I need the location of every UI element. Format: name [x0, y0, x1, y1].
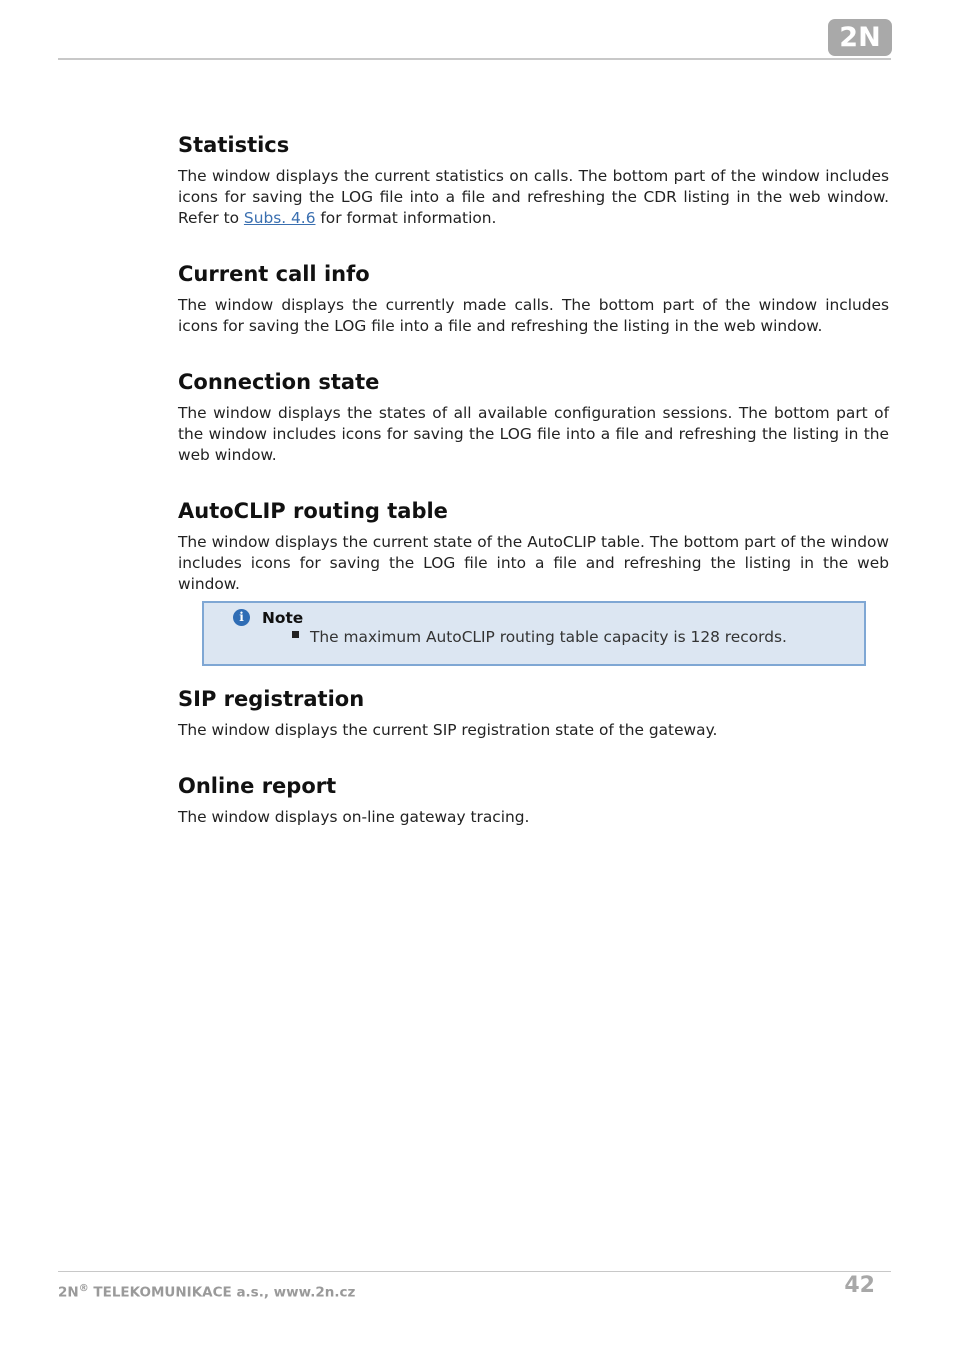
section-autoclip-routing-table [178, 496, 889, 595]
section-title: Online report [178, 774, 337, 798]
section-text: The window displays the states of all available configuration sessions. The bottom part of the window includes icons for saving the LOG file into a file and refreshing the listing in the web window. [178, 404, 889, 464]
page-number: 42 [844, 1273, 875, 1298]
bullet-icon [292, 631, 299, 638]
section-title: Current call info [178, 262, 370, 286]
section-text: The window displays the currently made calls. The bottom part of the window includes icons for saving the LOG file into a file and refreshing the listing in the web window. [178, 296, 889, 335]
note-item: The maximum AutoCLIP routing table capacity is 128 records. [310, 628, 787, 646]
section-text: The window displays the current SIP registration state of the gateway. [178, 721, 718, 739]
section-text [178, 166, 889, 229]
section-sip-registration [178, 684, 889, 741]
info-icon: i [233, 609, 250, 626]
main-content-top [178, 130, 889, 625]
main-content-bottom [178, 684, 889, 858]
header-divider [58, 58, 891, 60]
registered-mark: ® [78, 1283, 89, 1294]
footer-company-text: TELEKOMUNIKACE a.s., www.2n.cz [88, 1284, 356, 1301]
note-title: Note [262, 609, 304, 627]
text-segment: for format information. [315, 209, 497, 227]
section-text: The window displays the current state of the AutoCLIP table. The bottom part of the window includes icons for saving the LOG file into a file and refreshing the listing in the web window. [178, 533, 889, 593]
company-logo: 2N [828, 19, 892, 56]
section-text: The window displays on-line gateway tracing. [178, 808, 530, 826]
section-current-call-info [178, 259, 889, 337]
subs-4-6-link[interactable]: Subs. 4.6 [243, 209, 316, 227]
footer-brand: 2N [58, 1284, 79, 1301]
section-title: AutoCLIP routing table [178, 499, 448, 523]
section-statistics [178, 130, 889, 229]
section-connection-state [178, 367, 889, 466]
section-title: Connection state [178, 370, 380, 394]
section-title: Statistics [178, 133, 290, 157]
note-box [202, 601, 866, 666]
text-segment: The window displays the current statistics on calls. The bottom part of the window includes icons for saving the LOG file into a file and refreshing the CDR listing in the web window. Refer to [178, 167, 889, 227]
footer-divider [58, 1271, 891, 1272]
section-title: SIP registration [178, 687, 365, 711]
section-online-report [178, 771, 889, 828]
footer-company [58, 1279, 355, 1303]
